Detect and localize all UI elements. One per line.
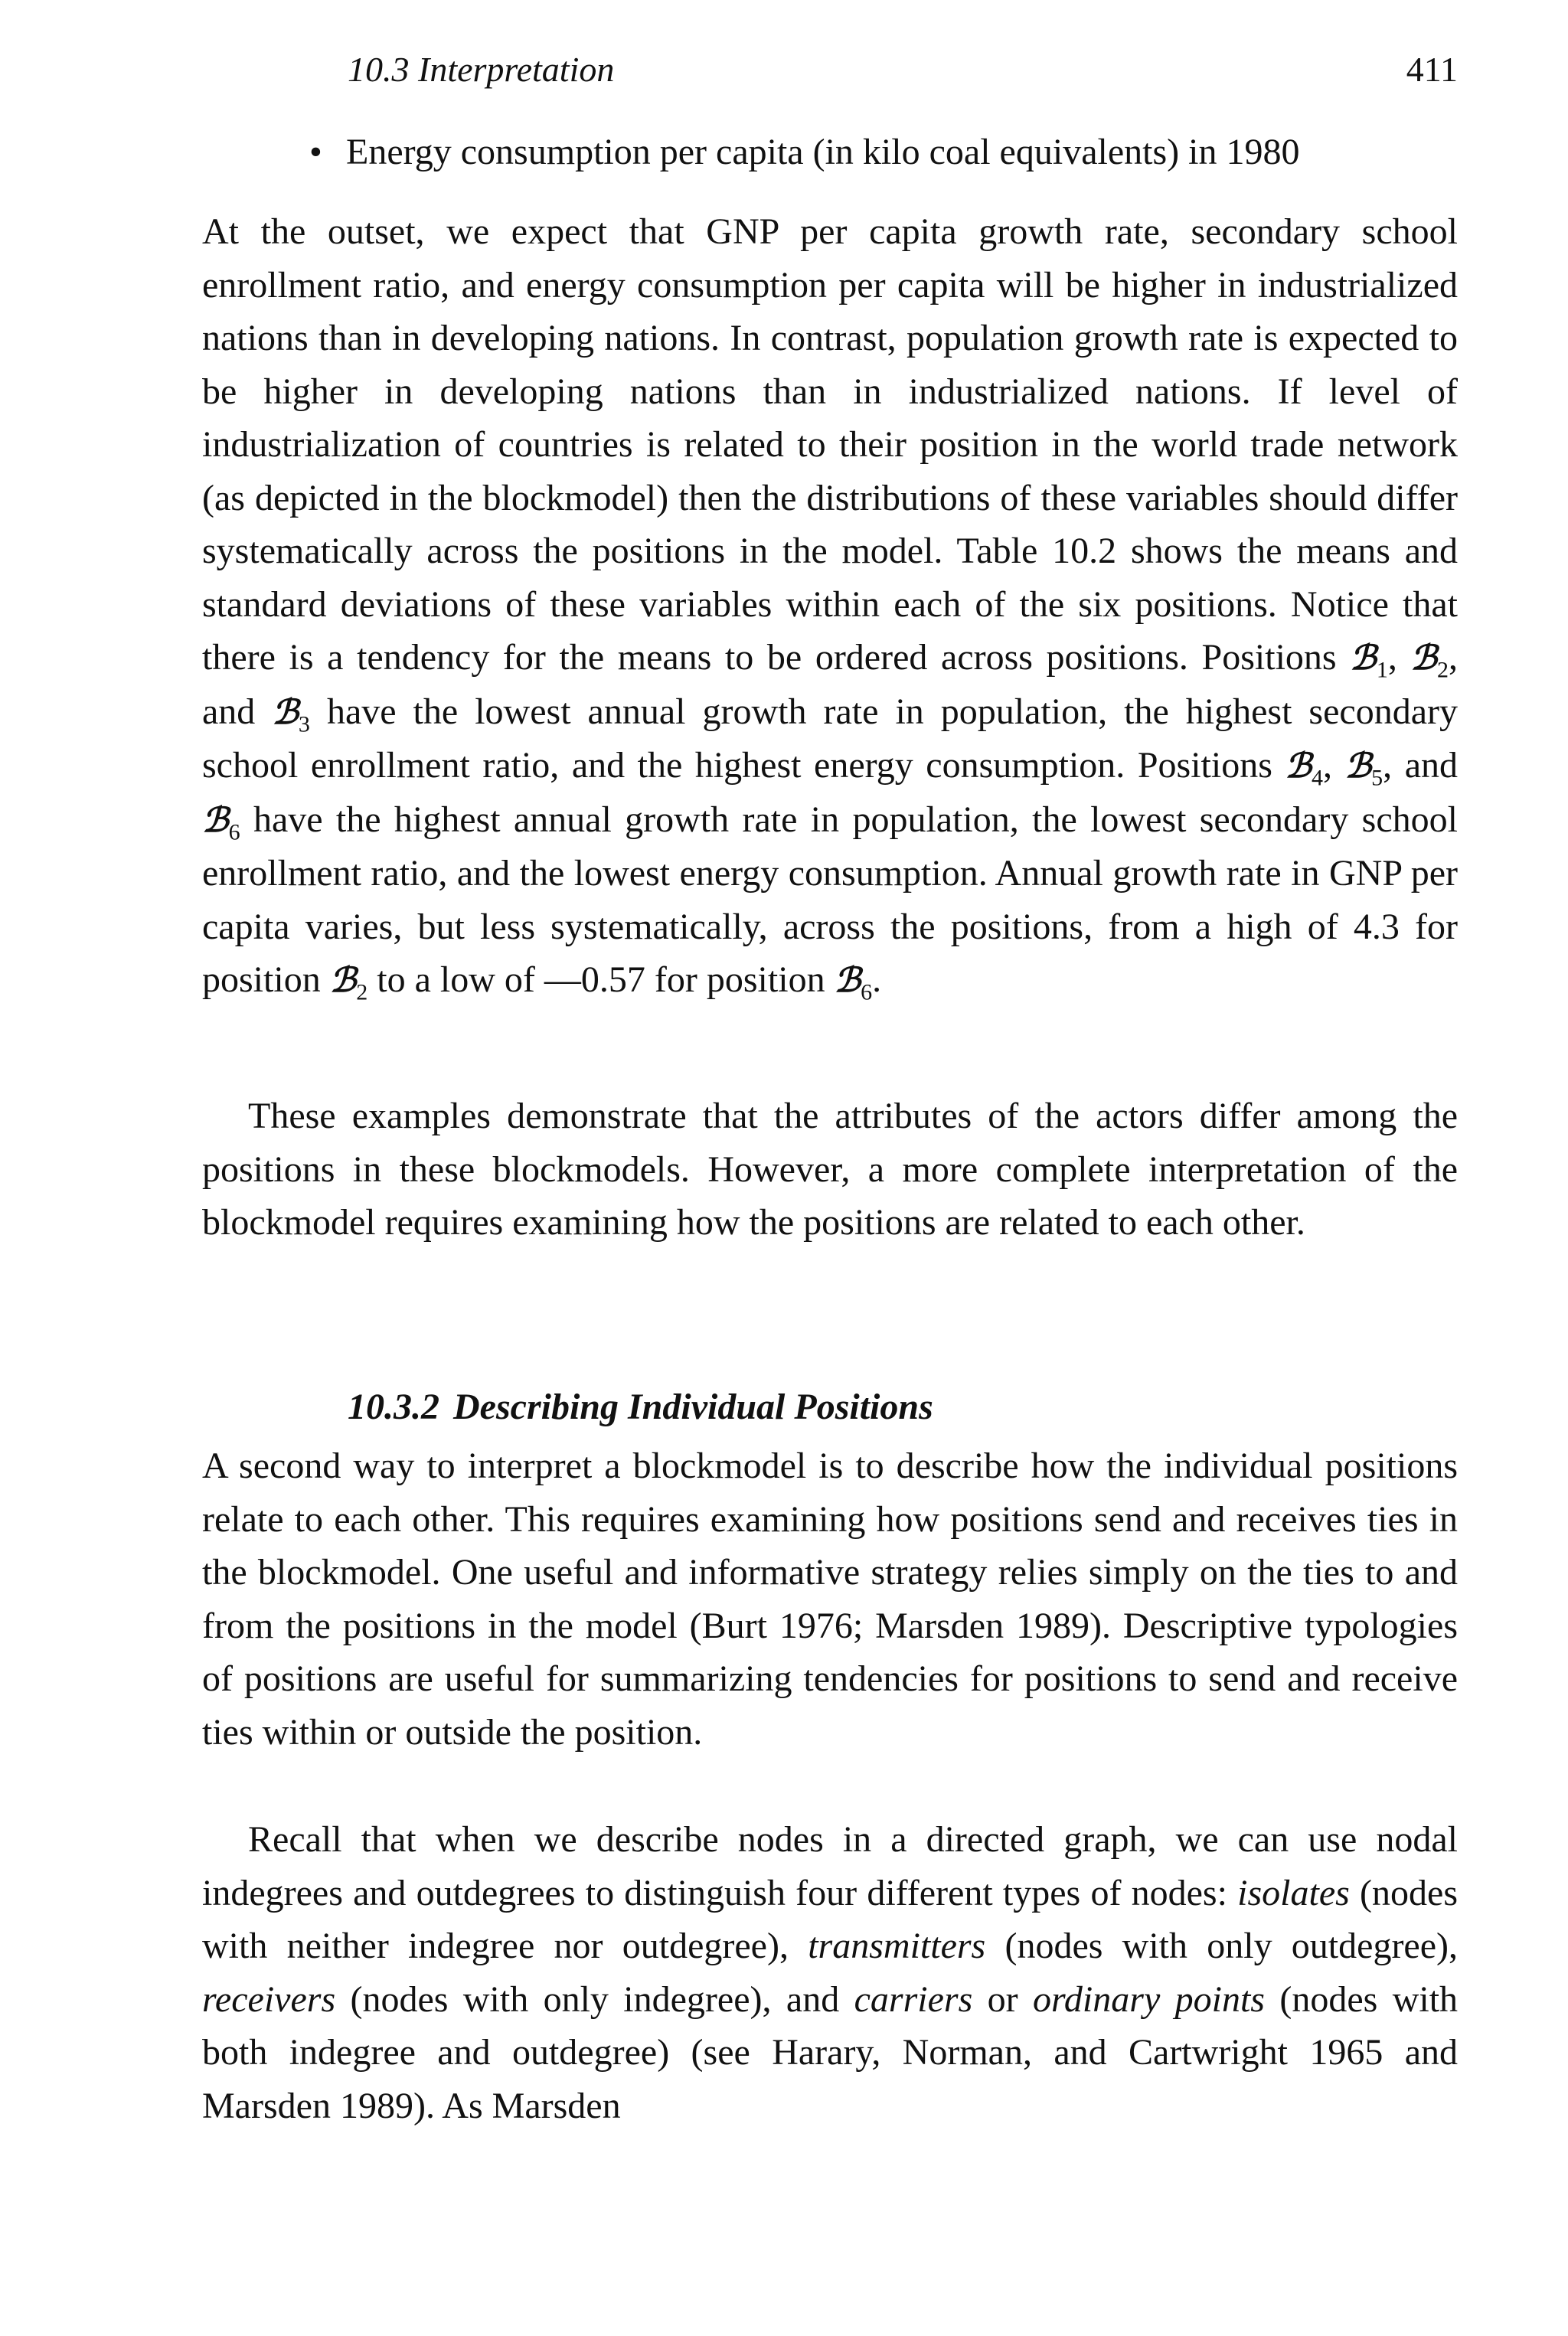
- position-symbol: ℬ: [329, 961, 357, 1000]
- subsection-title: Describing Individual Positions: [453, 1387, 933, 1427]
- position-subscript: 2: [1437, 657, 1449, 683]
- subsection-number: 10.3.2: [348, 1387, 439, 1427]
- position-symbol: ℬ: [272, 692, 299, 732]
- paragraph-text: At the outset, we expect that GNP per capita growth rate, secondary school enrollment ratio, and energy consumption per capita will be higher in industrialized nations than in developing nations. In contrast, population growth rate is expected to be higher in developing nations than in industrialized nations. If level of industrialization of countries is related to their position in the world trade network (as depicted in the blockmodel) then the distributions of these variables should differ systematically across the positions in the model. Table 10.2 shows the means and standard deviations of these variables within each of the six positions. Notice that there is a tendency for the means to be ordered across positions. Positions: [202, 211, 1458, 678]
- position-symbol: ℬ: [834, 961, 861, 1000]
- term-transmitters: transmitters: [808, 1926, 986, 1966]
- paragraph-text: (nodes with both indegree and outdegree) (see Harary, Norman, and Cartwright 1965 and Marsden 1989). As Marsden: [202, 1978, 1459, 2126]
- paragraph-text: have the highest annual growth rate in population, the lowest secondary school enrollment ratio, and the lowest energy consumption. Annual growth rate in GNP per capita varies, but less systematically, across the positions, from a high of 4.3 for position: [202, 799, 1458, 1000]
- position-symbol: ℬ: [1410, 639, 1438, 678]
- punctuation: ,: [1383, 745, 1393, 786]
- bullet-list-item: [309, 126, 1458, 179]
- paragraph-text: (nodes with neither indegree nor outdegree),: [202, 1872, 1458, 1966]
- running-head: [202, 49, 1458, 95]
- term-carriers: carriers: [854, 1978, 973, 2020]
- punctuation: ,: [1323, 745, 1333, 786]
- conjunction: or: [987, 1978, 1018, 2020]
- page-number: 411: [1406, 50, 1458, 89]
- position-subscript: 2: [356, 979, 368, 1005]
- paragraph-examples: These examples demonstrate that the attributes of the actors differ among the positions in these blockmodels. However, a more complete interpretation of the blockmodel requires examining how the positions are related to each other.: [202, 1096, 1458, 1243]
- bullet-icon: •: [309, 132, 322, 172]
- position-subscript: 6: [228, 819, 240, 845]
- paragraph-text: Recall that when we describe nodes in a directed graph, we can use nodal indegrees and outdegrees to distinguish four different types of nodes:: [202, 1819, 1458, 1913]
- punctuation: .: [872, 959, 882, 1000]
- position-symbol: ℬ: [202, 800, 229, 840]
- paragraph-text: have the lowest annual growth rate in population, the highest secondary school enrollment ratio, and the highest energy consumption. Positions: [202, 691, 1459, 786]
- paragraph-expectations: [202, 205, 1458, 1008]
- position-symbol: ℬ: [1285, 747, 1312, 786]
- paragraph-text: (nodes with only indegree), and: [350, 1978, 840, 2020]
- punctuation: ,: [1449, 637, 1459, 678]
- term-isolates: isolates: [1237, 1872, 1350, 1913]
- position-subscript: 3: [298, 711, 310, 737]
- paragraph-text: to a low of —0.57 for position: [377, 959, 825, 1000]
- running-head-section-title: 10.3 Interpretation: [348, 50, 615, 89]
- paragraph-second-way: A second way to interpret a blockmodel is to describe how the individual positions relate to each other. This requires examining how positions send and receives ties in the blockmodel. One useful and informative strategy relies simply on the ties to and from the positions in the model (Burt 1976; Marsden 1989). Descriptive typologies of positions are useful for summarizing tendencies for positions to send and receive ties within or outside the position.: [202, 1446, 1458, 1753]
- term-receivers: receivers: [202, 1978, 336, 2020]
- term-ordinary-points: ordinary points: [1033, 1978, 1265, 2020]
- position-symbol: ℬ: [1350, 639, 1377, 678]
- position-subscript: 6: [861, 979, 873, 1005]
- position-subscript: 5: [1371, 765, 1383, 791]
- position-subscript: 4: [1312, 765, 1324, 791]
- position-symbol: ℬ: [1344, 747, 1372, 786]
- paragraph-recall: [202, 1813, 1458, 2132]
- conjunction: and: [1404, 745, 1459, 786]
- paragraph-text: (nodes with only outdegree),: [1004, 1926, 1459, 1966]
- subsection-heading: [348, 1386, 933, 1428]
- conjunction: and: [202, 691, 256, 732]
- punctuation: ,: [1387, 637, 1397, 678]
- position-subscript: 1: [1376, 657, 1388, 683]
- bullet-text: Energy consumption per capita (in kilo coal equivalents) in 1980: [346, 132, 1300, 172]
